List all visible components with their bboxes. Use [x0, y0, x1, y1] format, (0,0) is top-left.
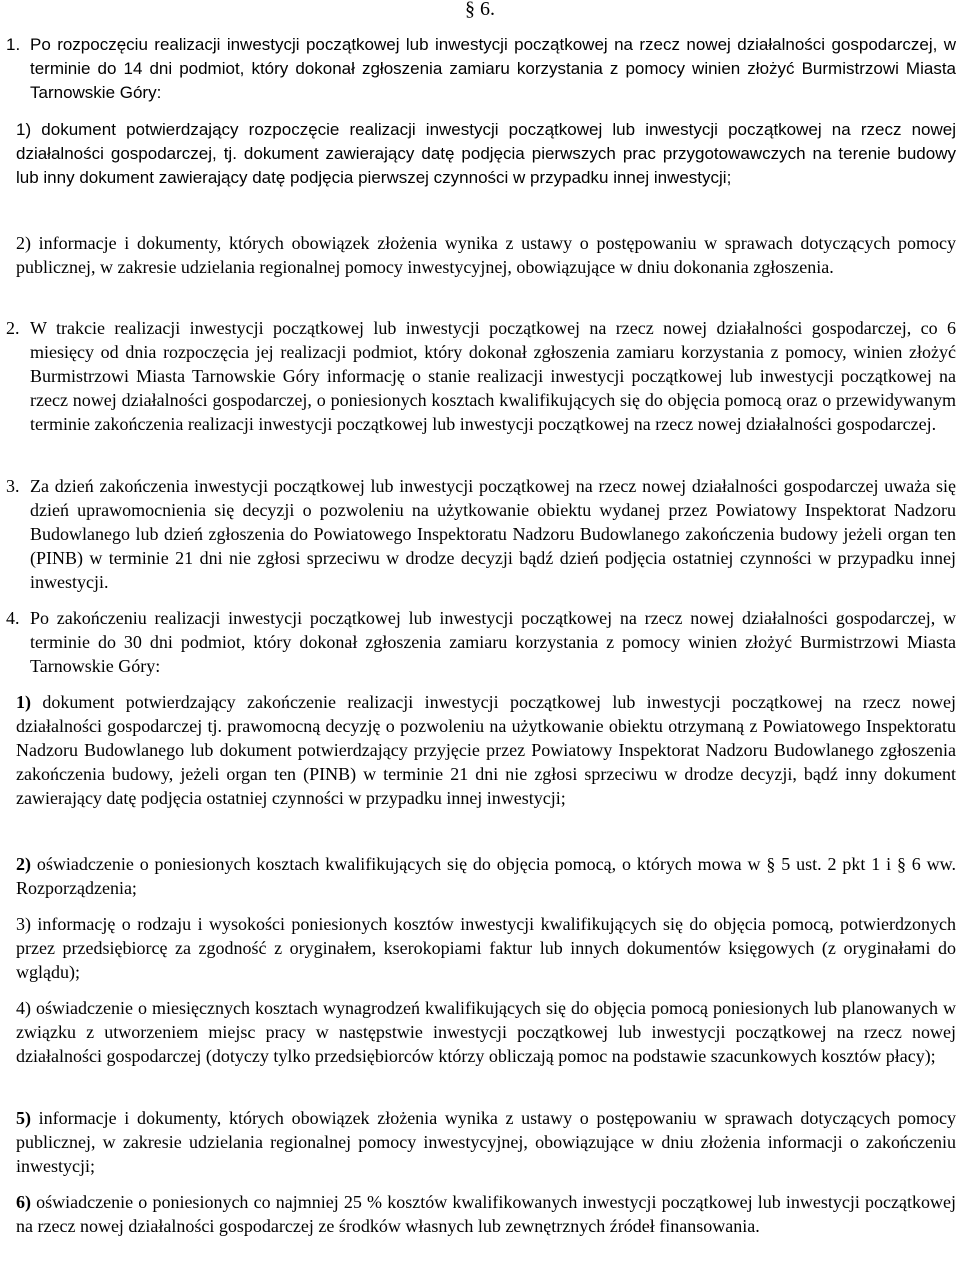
item-text: dokument potwierdzający zakończenie realizacji inwestycji początkowej lub inwestycji początkowej na rzecz nowej działalności gospodarczej tj. prawomocną decyzję o pozwoleniu na użytkowanie obiektu otrzymaną z Powiatowego Inspektoratu Nadzoru Budowlanego lub dokument potwierdzający przyjęcie przez Powiatowy Inspektorat Nadzoru Budowlanego zgłoszenia zakończenia budowy, jeżeli organ ten (PINB) w terminie 21 dni nie zgłosi sprzeciwu w drodze decyzji, bądź inny dokument zawierający datę podjęcia ostatniej czynności w przypadku innej inwestycji;: [16, 692, 957, 808]
paragraph-2: [6, 316, 956, 436]
item-text: oświadczenie o miesięcznych kosztach wynagrodzeń kwalifikujących się do objęcia pomocą poniesionych lub planowanych w związku z utworzeniem miejsc pracy w następstwie inwestycji początkowej lub inwestycji początkowej na rzecz nowej działalności gospodarczej (dotyczy tylko przedsiębiorców którzy obliczają pomoc na podstawie szacunkowych kosztów płacy);: [16, 998, 956, 1066]
paragraph-text: W trakcie realizacji inwestycji początkowej lub inwestycji początkowej na rzecz nowej działalności gospodarczej, co 6 miesięcy od dnia rozpoczęcia jej realizacji podmiot, który dokonał zgłoszenia zamiaru korzystania z pomocy, winien złożyć Burmistrzowi Miasta Tarnowskie Góry informację o stanie realizacji inwestycji początkowej lub inwestycji początkowej na rzecz nowej działalności gospodarczej, o poniesionych kosztach kwalifikujących się do objęcia pomocą oraz o przewidywanym terminie zakończenia realizacji inwestycji początkowej lub inwestycji początkowej na rzecz nowej działalności gospodarczej.: [30, 318, 956, 434]
section-title: § 6.: [465, 0, 495, 20]
paragraph-3: [6, 474, 956, 594]
item-label: 1): [16, 120, 32, 139]
item-label: 3): [16, 914, 31, 934]
item-text: informację o rodzaju i wysokości poniesionych kosztów inwestycji kwalifikujących się do objęcia pomocą, potwierdzonych przez przedsiębiorcę za zgodność z oryginałem, kserokopiami faktur lub innych dokumentów księgowych (z oryginałami do wglądu);: [16, 914, 957, 982]
paragraph-number: 1.: [6, 35, 21, 54]
item-label: 4): [16, 998, 31, 1018]
list-item: [16, 1106, 956, 1178]
item-text: oświadczenie o poniesionych co najmniej 25 % kosztów kwalifikowanych inwestycji początkowej lub inwestycji początkowej na rzecz nowej działalności gospodarczej ze środków własnych lub zewnętrznych źródeł finansowania.: [16, 1192, 957, 1236]
list-item: [16, 852, 956, 900]
paragraph-text: Za dzień zakończenia inwestycji początkowej lub inwestycji początkowej na rzecz nowej działalności gospodarczej uważa się dzień uprawomocnienia się decyzji o pozwoleniu na użytkowanie obiektu wydanej przez Powiatowy Inspektorat Nadzoru Budowlanego lub dzień zgłoszenia do Powiatowego Inspektoratu Nadzoru Budowlanego zakończenia budowy jeżeli organ ten (PINB) w terminie 21 dni nie zgłosi sprzeciwu w drodze decyzji bądź dzień podjęcia ostatniej czynności w przypadku innej inwestycji.: [30, 476, 956, 592]
paragraph-4: [6, 606, 956, 678]
paragraph-text: Po zakończeniu realizacji inwestycji początkowej lub inwestycji początkowej na rzecz nowej działalności gospodarczej, w terminie do 30 dni podmiot, który dokonał zgłoszenia zamiaru korzystania z pomocy winien złożyć Burmistrzowi Miasta Tarnowskie Góry:: [30, 608, 956, 676]
list-item: [16, 996, 956, 1068]
item-label: 2): [16, 233, 31, 253]
paragraph-number: 4.: [6, 608, 20, 628]
list-item: [16, 912, 956, 984]
item-label: 6): [16, 1192, 31, 1212]
item-text: dokument potwierdzający rozpoczęcie realizacji inwestycji początkowej lub inwestycji początkowej na rzecz nowej działalności gospodarczej, tj. dokument zawierający datę podjęcia pierwszych prac przygotowawczych na terenie budowy lub inny dokument zawierający datę podjęcia pierwszej czynności w przypadku innej inwestycji;: [16, 120, 956, 187]
list-item: [16, 118, 956, 190]
item-label: 5): [16, 1108, 31, 1128]
item-text: informacje i dokumenty, których obowiązek złożenia wynika z ustawy o postępowaniu w sprawach dotyczących pomocy publicznej, w zakresie udzielania regionalnej pomocy inwestycyjnej, obowiązujące w dniu złożenia informacji o zakończeniu inwestycji;: [16, 1108, 956, 1176]
item-text: oświadczenie o poniesionych kosztach kwalifikujących się do objęcia pomocą, o których mowa w § 5 ust. 2 pkt 1 i § 6 ww. Rozporządzenia;: [16, 854, 957, 898]
item-label: 2): [16, 854, 31, 874]
paragraph-number: 3.: [6, 476, 20, 496]
list-item: [16, 231, 956, 279]
item-text: informacje i dokumenty, których obowiązek złożenia wynika z ustawy o postępowaniu w sprawach dotyczących pomocy publicznej, w zakresie udzielania regionalnej pomocy inwestycyjnej, obowiązujące w dniu dokonania zgłoszenia.: [16, 233, 956, 277]
list-item: [16, 690, 956, 810]
paragraph-1: [6, 33, 956, 105]
paragraph-text: Po rozpoczęciu realizacji inwestycji początkowej lub inwestycji początkowej na rzecz nowej działalności gospodarczej, w terminie do 14 dni podmiot, który dokonał zgłoszenia zamiaru korzystania z pomocy winien złożyć Burmistrzowi Miasta Tarnowskie Góry:: [30, 35, 956, 102]
paragraph-number: 2.: [6, 318, 20, 338]
item-label: 1): [16, 692, 31, 712]
list-item: [16, 1190, 956, 1238]
